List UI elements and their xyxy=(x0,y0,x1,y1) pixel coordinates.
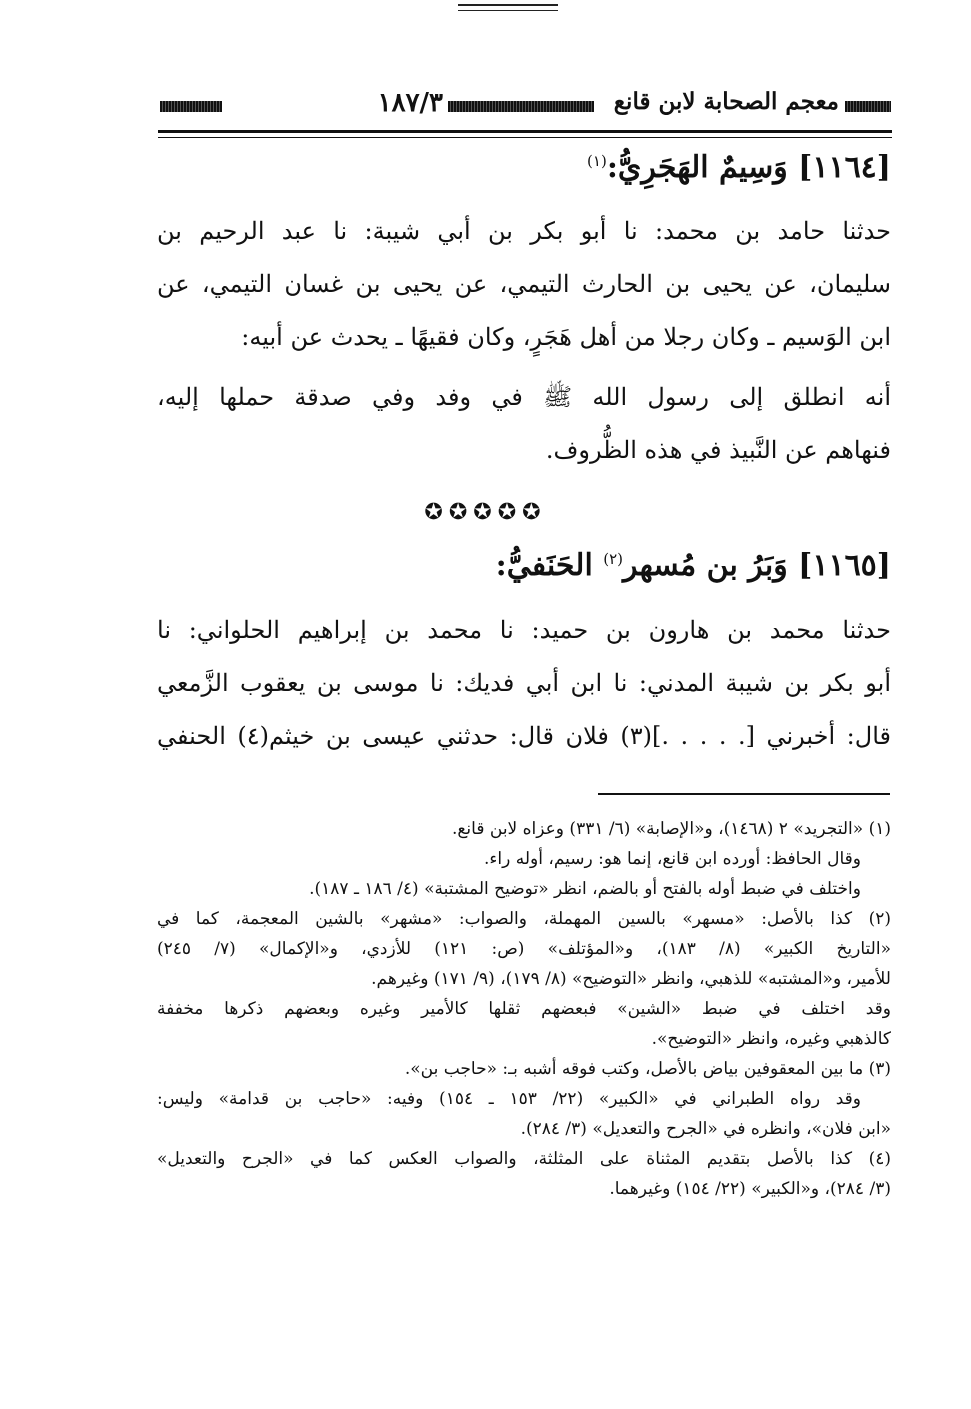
footnote-line: وقال الحافظ: أورده ابن قانع، إنما هو: رسيم، أوله راء. xyxy=(483,849,861,869)
book-title: معجم الصحابة لابن قانع xyxy=(613,88,839,115)
footnote-separator xyxy=(598,793,890,795)
footnote-line: (٢) كذا بالأصل: «مسهر» بالسين المهملة، والصواب: «مشهر» بالشين المعجمة، كما في xyxy=(157,909,891,929)
footnote-line: (٣) ما بين المعقوفين بياض بالأصل، وكتب فوقه أشبه بـ: «حاجب بن». xyxy=(404,1059,891,1079)
entry-heading-1164 xyxy=(151,150,891,185)
text-line: حدثنا محمد بن هارون بن حميد: نا محمد بن إبراهيم الحلواني: نا xyxy=(157,616,891,644)
top-edge-rule xyxy=(458,4,558,11)
isnad-paragraph-1164 xyxy=(157,205,891,364)
header-ornament-bar xyxy=(160,101,222,112)
text-line: حدثنا حامد بن محمد: نا أبو بكر بن أبي شيبة: نا عبد الرحيم بن xyxy=(157,217,891,245)
footnote-line: وقد رواه الطبراني في «الكبير» (٢٢/ ١٥٣ ـ ١٥٤) وفيه: «حاجب بن قدامة» وليس: xyxy=(157,1089,861,1109)
footnote-line: للأمير، و«المشتبه» للذهبي، وانظر «التوضيح» (٨/ ١٧٩)، (٩/ ١٧١) وغيرهم. xyxy=(371,969,891,989)
header-rule xyxy=(158,130,892,138)
entry-title: [١١٦٤] وَسِيمٌ الهَجَرِيُّ: xyxy=(606,150,891,185)
isnad-paragraph-1165 xyxy=(157,604,891,763)
footnote-line: كالذهبي وغيره، وانظر «التوضيح». xyxy=(651,1029,891,1049)
footnote-line: وقد اختلف في ضبط «الشين» فبعضهم ثقلها كالأمير وغيره وبعضهم ذكرها مخففة xyxy=(157,999,891,1019)
text-line: فنهاهم عن النَّبيذ في هذه الظُّروف. xyxy=(545,436,891,464)
matn-paragraph-1164 xyxy=(157,371,891,477)
footnotes xyxy=(157,814,891,1204)
footnote-ref: (١) xyxy=(587,152,607,170)
text-line: أبو بكر بن شيبة المدني: نا ابن أبي فديك: نا موسى بن يعقوب الزَّمعي xyxy=(157,669,891,697)
entry-title-suffix: الحَنَفيُّ: xyxy=(495,548,593,583)
header-ornament-bar xyxy=(448,101,594,112)
running-header xyxy=(160,86,891,126)
page-number: ١٨٧/٣ xyxy=(377,88,443,118)
footnote-ref: (٢) xyxy=(603,550,624,568)
text-line: قال: أخبرني [. . . . .](٣) فلان قال: حدثني عيسى بن خيثم(٤) الحنفي xyxy=(157,722,891,750)
footnote-line: (٣/ ٢٨٤)، و«الكبير» (٢٢/ ١٥٤) وغيرهما. xyxy=(609,1179,891,1199)
header-ornament-bar xyxy=(845,101,891,112)
footnote-line: (٤) كذا بالأصل بتقديم المثناة على المثلثة، والصواب العكس كما في «الجرح والتعديل» xyxy=(157,1149,891,1169)
text-line: سليمان، عن يحيى بن الحارث التيمي، عن يحيى بن غسان التيمي، عن xyxy=(157,270,891,298)
entry-heading-1165 xyxy=(151,548,891,583)
footnote-line: (١) «التجريد» ٢ (١٤٦٨)، و«الإصابة» (٦/ ٣٣١) وعزاه لابن قانع. xyxy=(451,819,891,839)
entry-title: [١١٦٥] وَبَرُ بن مُسهر xyxy=(623,548,891,583)
footnote-line: «ابن فلان»، وانظره في «الجرح والتعديل» (٣/ ٢٨٤). xyxy=(520,1119,891,1139)
text-line: ابن الوَسيم ـ وكان رجلا من أهل هَجَرٍ، وكان فقيهًا ـ يحدث عن أبيه: xyxy=(241,323,891,351)
footnote-line: «التاريخ الكبير» (٨/ ١٨٣)، و«المؤتلف» (ص: ١٢١) للأزدي، و«الإكمال» (٧/ ٢٤٥) xyxy=(157,939,891,959)
footnote-line: واختلف في ضبط أوله بالفتح أو بالضم، انظر «توضيح المشتبة» (٤/ ١٨٦ ـ ١٨٧). xyxy=(309,879,861,899)
text-line: أنه انطلق إلى رسول الله ﷺ في وفد وفي صدقة حملها إليه، xyxy=(157,383,891,411)
section-separator: ✪✪✪✪✪ xyxy=(424,500,547,525)
